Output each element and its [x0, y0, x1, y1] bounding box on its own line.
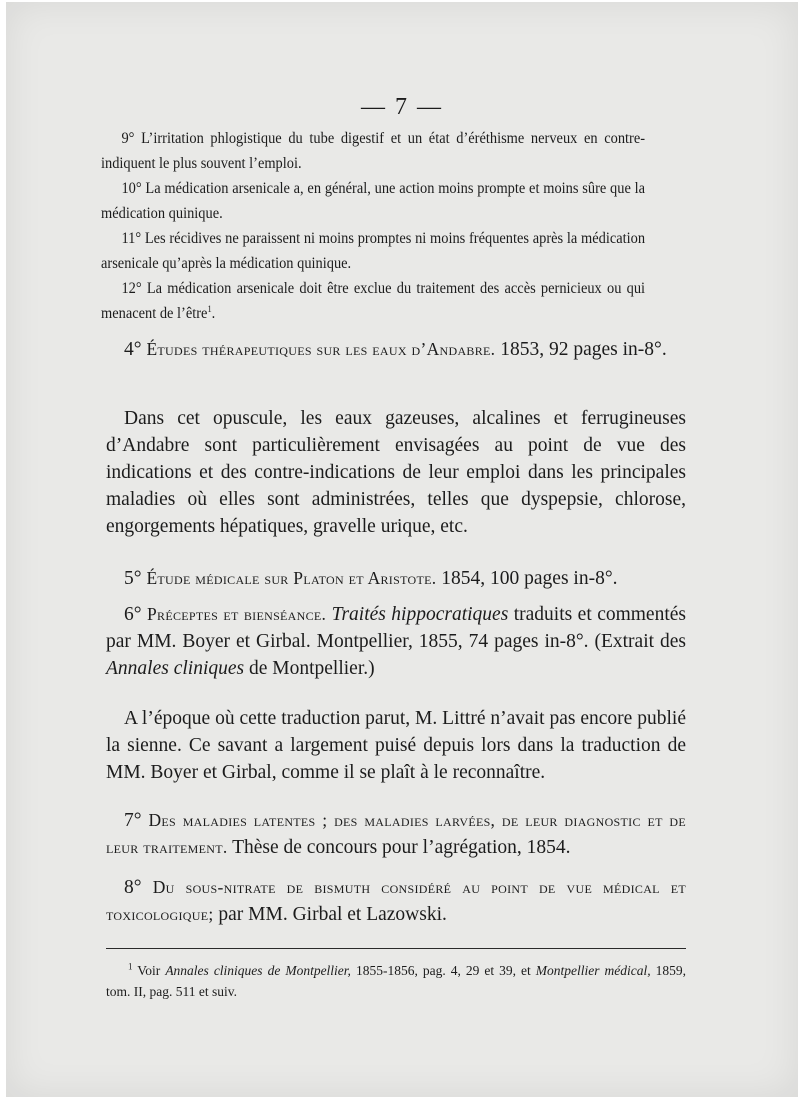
- work-details: Thèse de concours pour l’agrégation, 1854.: [227, 837, 571, 858]
- work-title: Du sous-nitrate de bismuth considéré au point de vue médical et toxicologique;: [106, 877, 687, 924]
- footnote-text-middle: 1855-1856, pag. 4, 29 et 39, et: [350, 963, 536, 978]
- work-title: Études thérapeutiques sur les eaux d’Andabre.: [146, 339, 496, 359]
- list-item-number: 10°: [121, 180, 142, 197]
- list-item-number: 11°: [121, 230, 142, 247]
- list-item-text: La médication arsenicale a, en général, une action moins prompte et moins sûre que la médication quinique.: [101, 180, 646, 222]
- footnote-divider: [106, 948, 686, 949]
- work-details: 1853, 92 pages in-8°.: [495, 339, 667, 360]
- work-number: 7°: [124, 810, 142, 831]
- work-title: Préceptes et bienséance.: [147, 604, 327, 624]
- footnote-reference: 1: [207, 303, 212, 314]
- list-item-10: [101, 177, 645, 226]
- work-entry-6: [106, 601, 686, 682]
- description-text: A l’époque où cette traduction parut, M. Littré n’avait pas encore publié la sienne. Ce savant a largement puisé depuis lors dans la traduction de MM. Boyer et Girbal, comme il se plaît à le reconnaître.: [106, 708, 686, 783]
- work-title: Étude médicale sur Platon et Aristote.: [146, 568, 437, 588]
- work-number: 8°: [124, 877, 142, 898]
- work-number: 4°: [124, 339, 142, 360]
- list-item-11: [101, 227, 645, 276]
- work-details: 1854, 100 pages in-8°.: [436, 568, 618, 589]
- work-details: par MM. Girbal et Lazowski.: [213, 904, 447, 925]
- work-entry-7: [106, 807, 686, 861]
- work-entry-8: [106, 874, 686, 928]
- list-item-text: Les récidives ne paraissent ni moins promptes ni moins fréquentes après la médication arsenicale qu’après la médication quinique.: [101, 230, 646, 272]
- work-details-end: de Montpellier.): [244, 658, 375, 679]
- footnote-text-end: 1859, tom. II, pag. 511 et suiv.: [106, 963, 686, 999]
- footnote-mark: 1: [128, 961, 133, 972]
- list-item-12: [101, 277, 645, 326]
- journal-name: Annales cliniques: [106, 658, 245, 679]
- footnote-journal-1: Annales cliniques de Montpellier,: [165, 963, 351, 978]
- work-entry-5: [106, 565, 686, 592]
- work-title: Des maladies latentes ; des maladies larvées, de leur diagnostic et de leur traitement.: [106, 810, 687, 857]
- work-6-description: [106, 705, 686, 786]
- work-title-italic: Traités hippocratiques: [331, 604, 509, 625]
- list-item-text: L’irritation phlogistique du tube digestif et un état d’éréthisme nerveux en contre-indiquent le plus souvent l’emploi.: [101, 130, 646, 172]
- list-item-number: 12°: [121, 280, 142, 297]
- footnote: [106, 960, 686, 1002]
- book-page: [6, 2, 798, 1097]
- list-item-9: [101, 127, 645, 176]
- list-item-number: 9°: [121, 130, 135, 147]
- list-item-end: .: [211, 304, 216, 322]
- description-text: Dans cet opuscule, les eaux gazeuses, alcalines et ferrugineuses d’Andabre sont particulièrement envisagées au point de vue des indications et des contre-indications de leur emploi dans les principales maladies où elles sont administrées, telles que dyspepsie, chlorose, engorgements hépatiques, gravelle urique, etc.: [106, 408, 686, 537]
- conclusions-list: [101, 127, 645, 326]
- footnote-text-start: Voir: [137, 963, 166, 978]
- list-item-text: La médication arsenicale doit être exclue du traitement des accès pernicieux ou qui menacent de l’être: [101, 280, 646, 322]
- footnote-journal-2: Montpellier médical,: [535, 963, 651, 978]
- work-details: traduits et commentés par MM. Boyer et Girbal. Montpellier, 1855, 74 pages in-8°. (Extrait des: [106, 604, 687, 652]
- work-4-description: [106, 405, 686, 540]
- work-number: 6°: [124, 604, 142, 625]
- work-entry-4: [106, 336, 686, 363]
- work-number: 5°: [124, 568, 142, 589]
- page-number: — 7 —: [361, 94, 443, 120]
